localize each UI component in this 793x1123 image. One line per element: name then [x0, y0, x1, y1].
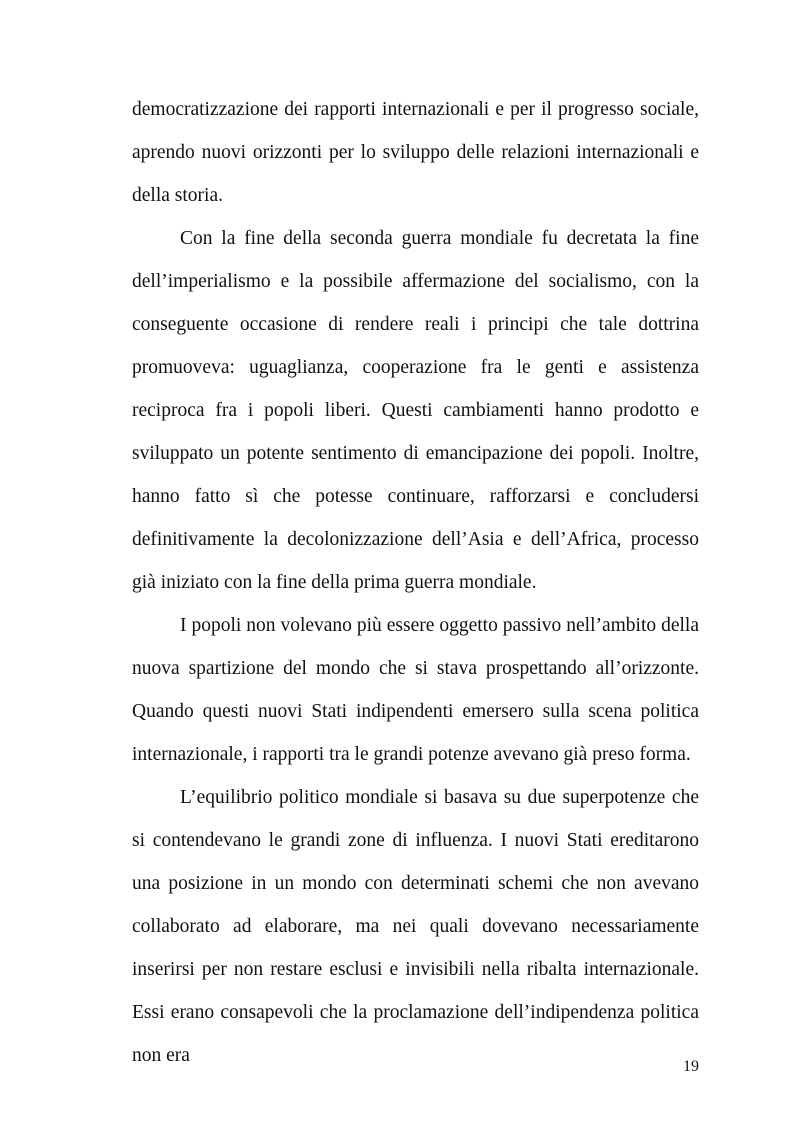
paragraph-3: I popoli non volevano più essere oggetto passivo nell’ambito della nuova spartizione del mondo che si stava prospettando all’orizzonte. Quando questi nuovi Stati indipendenti emersero sulla scena politica internazionale, i rapporti tra le grandi potenze avevano già preso forma.: [132, 615, 699, 765]
body-text: [132, 88, 699, 1077]
paragraph-4: L’equilibrio politico mondiale si basava su due superpotenze che si contendevano le grandi zone di influenza. I nuovi Stati ereditarono una posizione in un mondo con determinati schemi che non avevano collaborato ad elaborare, ma nei quali dovevano necessariamente inserirsi per non restare esclusi e invisibili nella ribalta internazionale. Essi erano consapevoli che la proclamazione dell’indipendenza politica non era: [132, 787, 699, 1066]
paragraph-1: democratizzazione dei rapporti internazionali e per il progresso sociale, aprendo nuovi orizzonti per lo sviluppo delle relazioni internazionali e della storia.: [132, 99, 699, 206]
page-number: 19: [683, 1058, 699, 1075]
paragraph-2: Con la fine della seconda guerra mondiale fu decretata la fine dell’imperialismo e la possibile affermazione del socialismo, con la conseguente occasione di rendere reali i principi che tale dottrina promuoveva: uguaglianza, cooperazione fra le genti e assistenza reciproca fra i popoli liberi. Questi cambiamenti hanno prodotto e sviluppato un potente sentimento di emancipazione dei popoli. Inoltre, hanno fatto sì che potesse continuare, rafforzarsi e concludersi definitivamente la decolonizzazione dell’Asia e dell’Africa, processo già iniziato con la fine della prima guerra mondiale.: [132, 228, 699, 593]
